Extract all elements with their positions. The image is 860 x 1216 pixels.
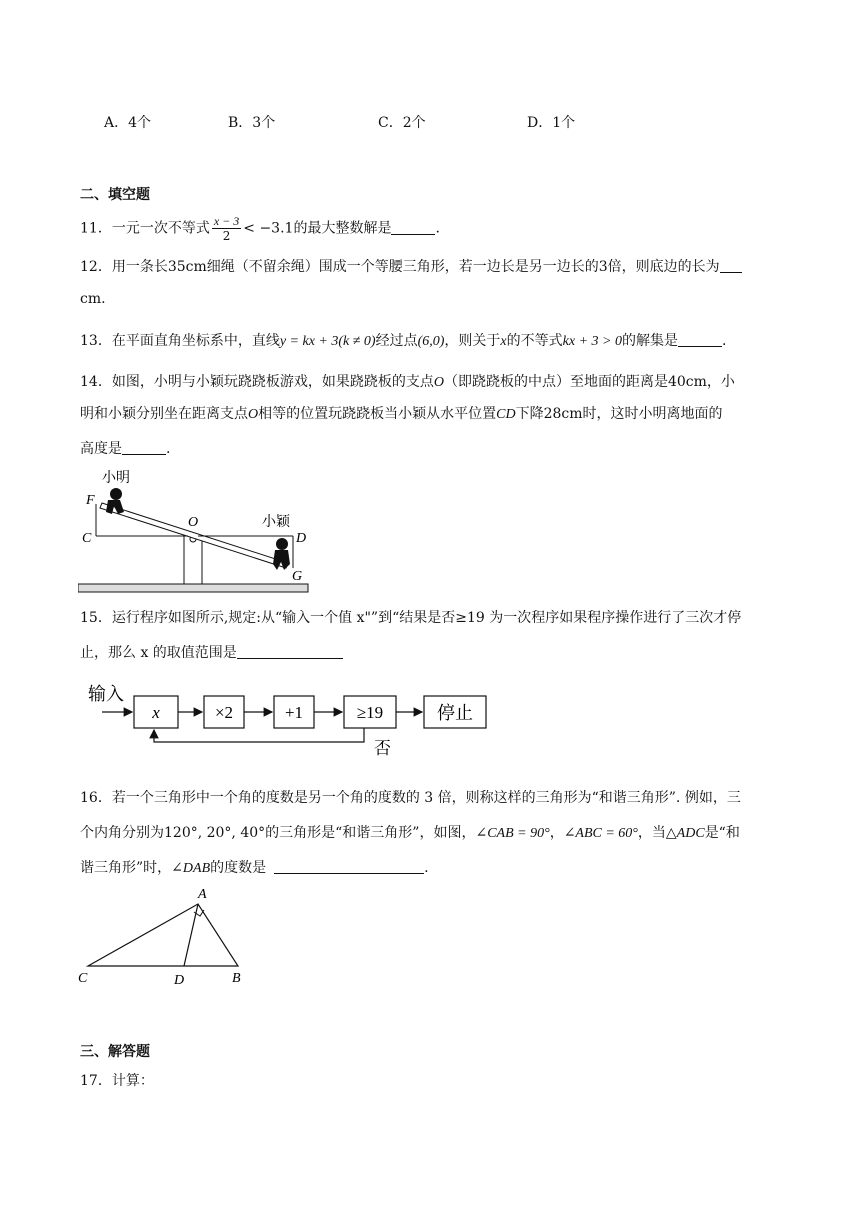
- flow-ge19-text: ≥19: [356, 703, 384, 722]
- flow-loop-arrow: [154, 728, 364, 742]
- flow-no-label: 否: [374, 739, 391, 758]
- q16-l3b: 的度数是: [210, 860, 267, 876]
- choice-c: C．2个: [378, 115, 426, 131]
- q11-fraction: [212, 214, 241, 243]
- q13-line-equation: y = kx + 3(k ≠ 0): [279, 334, 376, 349]
- q14-l2b: 相等的位置玩跷跷板当小颖从水平位置: [258, 406, 497, 422]
- label-d: D: [296, 531, 307, 546]
- q14-point-o-2: O: [248, 407, 259, 422]
- label-f: F: [86, 493, 95, 508]
- q16-answer-blank[interactable]: [274, 859, 424, 874]
- program-flowchart: [84, 678, 504, 760]
- vertex-c: C: [78, 971, 88, 986]
- q15-answer-blank[interactable]: [237, 644, 343, 659]
- q12-text: 12．用一条长35cm细绳（不留余绳）围成一个等腰三角形，若一边长是另一边长的3倍，则底边的长为: [80, 259, 720, 275]
- question-16-line2: [80, 822, 780, 845]
- vertex-d: D: [174, 973, 185, 988]
- q14-l2a: 明和小颖分别坐在距离支点: [80, 406, 248, 422]
- question-14-line3: [80, 438, 780, 460]
- question-12-line1: [80, 256, 780, 278]
- q11-numerator: x − 3: [213, 214, 240, 228]
- q16-l2b: ，当: [637, 825, 666, 841]
- question-15-line1: 15．运行程序如图所示,规定:从“输入一个值 x"”到“结果是否≥19 为一次程序如果程序操作进行了三次才停: [80, 610, 742, 626]
- q13-post: 的解集是: [621, 333, 678, 349]
- flow-x-text: x: [152, 703, 160, 722]
- label-g: G: [292, 569, 303, 584]
- triangle-abc: [88, 904, 238, 966]
- q15-l2: 止，那么 x 的取值范围是: [80, 645, 237, 661]
- q16-angle-abc: ∠ABC = 60°: [563, 826, 638, 841]
- question-14-line2: [80, 403, 780, 426]
- q13-inequality: kx + 3 > 0: [562, 334, 622, 349]
- q13-mid2: ，则关于: [444, 333, 501, 349]
- question-15-line2: [80, 642, 780, 664]
- flow-times2-text: ×2: [214, 703, 234, 722]
- q14-l1a: 14．如图，小明与小颖玩跷跷板游戏，如果跷跷板的支点: [80, 374, 434, 390]
- label-xiaoying: 小颖: [262, 515, 290, 530]
- q13-mid3: 的不等式: [506, 333, 563, 349]
- q16-sep: ，: [549, 825, 564, 841]
- q14-l1b: （即跷跷板的中点）至地面的距离是40cm，小: [443, 374, 735, 390]
- q13-answer-blank[interactable]: [678, 332, 722, 347]
- q13-prefix: 13．在平面直角坐标系中，直线: [80, 333, 280, 349]
- question-12-line2: cm.: [80, 291, 106, 307]
- section-fill-blank-heading: 二、填空题: [80, 187, 150, 203]
- choice-a: A．4个: [104, 115, 152, 131]
- section-solve-heading: 三、解答题: [80, 1044, 150, 1060]
- q13-variable: x: [500, 334, 507, 349]
- q11-denominator: 2: [222, 229, 231, 243]
- q16-l2a: 个内角分别为120°, 20°, 40°的三角形是“和谐三角形”，如图，: [80, 825, 476, 841]
- flow-input-label: 输入: [88, 684, 124, 704]
- q13-mid: 经过点: [375, 333, 418, 349]
- q16-angle-cab: ∠CAB = 90°: [475, 826, 550, 841]
- fulcrum-post: [184, 536, 202, 584]
- q11-end: .: [435, 220, 440, 237]
- label-xiaoming: 小明: [102, 471, 130, 486]
- question-16-line1: 16．若一个三角形中一个角的度数是另一个角的度数的 3 倍，则称这样的三角形为“和谐三角形”. 例如，三: [80, 790, 741, 806]
- ground: [78, 584, 308, 592]
- question-13: [80, 330, 780, 353]
- q13-end: .: [721, 333, 727, 349]
- q16-l2c: 是“和: [704, 825, 740, 841]
- label-o: O: [188, 515, 199, 530]
- q11-answer-blank[interactable]: [391, 220, 435, 235]
- q14-l2c: 下降28cm时，这时小明离地面的: [515, 406, 723, 422]
- flow-stop-text: 停止: [437, 703, 473, 723]
- label-c: C: [82, 531, 92, 546]
- seesaw-figure: [78, 464, 318, 600]
- choice-d: D．1个: [527, 115, 576, 131]
- q14-l3: 高度是: [80, 441, 122, 457]
- q11-middle: < −3.1的最大整数解是: [243, 220, 392, 237]
- flow-plus1-text: +1: [284, 703, 304, 722]
- q14-point-o: O: [433, 375, 444, 390]
- choice-b: B．3个: [228, 115, 276, 131]
- question-16-line3: [80, 857, 780, 880]
- question-14-line1: [80, 371, 780, 394]
- vertex-a: A: [198, 887, 207, 902]
- triangle-figure: [70, 882, 260, 992]
- q16-triangle-adc: △ADC: [665, 826, 705, 841]
- q16-l3a: 谐三角形”时，: [80, 860, 172, 876]
- vertex-b: B: [232, 971, 241, 986]
- q11-prefix: 11．一元一次不等式: [80, 220, 210, 237]
- q16-end: .: [424, 860, 429, 876]
- q14-segment-cd: CD: [496, 407, 516, 422]
- q14-end: .: [166, 441, 171, 457]
- q12-answer-blank[interactable]: [720, 258, 742, 273]
- q16-angle-dab: ∠DAB: [171, 861, 211, 876]
- q13-point: (6,0): [417, 334, 445, 349]
- question-11: [80, 214, 780, 243]
- question-17: 17．计算：: [80, 1073, 154, 1089]
- q14-answer-blank[interactable]: [122, 440, 166, 455]
